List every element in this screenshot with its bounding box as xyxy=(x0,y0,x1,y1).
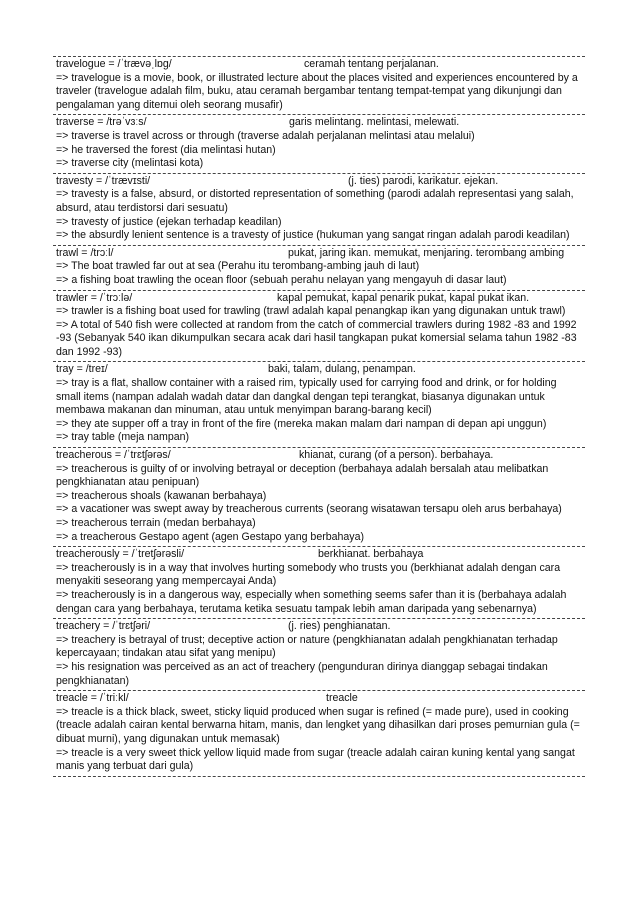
example-line: => his resignation was perceived as an act of treachery (pengunduran dirinya dianggap sebagai tindakan pengkhianatan) xyxy=(56,660,548,687)
example-line: => treacle is a thick black, sweet, sticky liquid produced when sugar is refined (= made pure), used in cooking (treacle adalah cairan kental berwarna hitam, manis, dan lengket yang dihasilkan dari proses pemurnian gula (= dibuat murni), yang digunakan untuk memasak) xyxy=(56,705,580,745)
entry-head xyxy=(56,363,583,377)
entry-treacherous xyxy=(53,447,585,546)
translation: khianat, curang (of a person). berbahaya. xyxy=(299,449,494,462)
example-line: => treacherously is in a dangerous way, especially when something seems safer than it is (berbahaya adalah dengan cara yang berbahaya, terutama ketika sesuatu tampak lebih aman daripada yang sebenarnya) xyxy=(56,588,567,615)
translation: berkhianat. berbahaya xyxy=(318,548,424,561)
glossary-page xyxy=(53,56,585,777)
example-line: => travesty is a false, absurd, or distorted representation of something (parodi adalah representasi yang salah, absurd, atau terdistorsi dari sesuatu) xyxy=(56,188,574,214)
translation: (j. ries) penghianatan. xyxy=(288,620,391,633)
entry-tray xyxy=(53,361,585,447)
entry-head xyxy=(56,620,583,634)
entry-head xyxy=(56,116,583,130)
entry-head xyxy=(56,247,583,261)
entry-trawl xyxy=(53,245,585,290)
entry-travelogue xyxy=(53,56,585,114)
example-line: => he traversed the forest (dia melintasi hutan) xyxy=(56,143,276,156)
entry-head xyxy=(56,449,583,463)
example-line: => treacherous is guilty of or involving betrayal or deception (berbahaya adalah bersalah atau melibatkan pengkhianatan atau penipuan) xyxy=(56,462,549,489)
headword: treacle = /ˈtriːkl/ xyxy=(56,692,129,705)
example-line: => traverse city (melintasi kota) xyxy=(56,157,204,170)
example-line: => treacherously is in a way that involves hurting somebody who trusts you (berkhianat adalah dengan cara menyakiti seseorang yang mempercayai Anda) xyxy=(56,561,561,588)
headword: trawler = /ˈtrɔːlə/ xyxy=(56,291,133,304)
example-line: => travelogue is a movie, book, or illustrated lecture about the places visited and experiences encountered by a traveler (travelogue adalah film, buku, atau ceramah bergambar tentang tempat-tempat yang dikunjungi dan pengalaman yang ditemui oleh seorang musafir) xyxy=(56,71,578,111)
headword: treacherously = /ˈtretʃərəsli/ xyxy=(56,548,185,561)
entry-treacherously xyxy=(53,546,585,618)
entry-head xyxy=(56,292,583,306)
example-line: => travesty of justice (ejekan terhadap keadilan) xyxy=(56,215,282,228)
translation: baki, talam, dulang, penampan. xyxy=(268,363,416,376)
entry-head xyxy=(56,58,583,72)
example-line: => treacle is a very sweet thick yellow liquid made from sugar (treacle adalah cairan kuning kental yang sangat manis yang terbuat dari gula) xyxy=(56,746,575,773)
entry-travesty xyxy=(53,173,585,245)
headword: travesty = /ˈtrævɪsti/ xyxy=(56,174,151,187)
translation: pukat, jaring ikan. memukat, menjaring. terombang ambing xyxy=(288,246,565,259)
entry-traverse xyxy=(53,114,585,172)
example-line: => tray is a flat, shallow container with a raised rim, typically used for carrying food and drink, or for holding small items (nampan adalah wadah datar dan dangkal dengan tepi terangkat, biasanya digunakan untuk membawa makanan dan minuman, atau untuk menyimpan barang-barang kecil) xyxy=(56,377,557,417)
headword: traverse = /trəˈvɜːs/ xyxy=(56,116,147,129)
headword: tray = /treɪ/ xyxy=(56,363,108,376)
example-line: => treacherous terrain (medan berbahaya) xyxy=(56,517,256,529)
translation: ceramah tentang perjalanan. xyxy=(304,58,439,70)
translation: garis melintang. melintasi, melewati. xyxy=(289,116,460,129)
headword: travelogue = /ˈtrævəˌlɒg/ xyxy=(56,58,172,70)
entry-treacle xyxy=(53,690,585,777)
translation: treacle xyxy=(326,692,358,705)
example-line: => a treacherous Gestapo agent (agen Gestapo yang berbahaya) xyxy=(56,530,365,543)
example-line: => the absurdly lenient sentence is a travesty of justice (hukuman yang sangat ringan adalah parodi keadilan) xyxy=(56,229,570,242)
example-line: => A total of 540 fish were collected at random from the catch of commercial trawlers during 1982 -83 and 1992 -93 (Sebanyak 540 ikan dikumpulkan secara acak dari hasil tangkapan pukat komersial selama tahun 1982 -83 dan 1992 -93) xyxy=(56,318,577,358)
translation: (j. ties) parodi, karikatur. ejekan. xyxy=(348,174,499,187)
headword: treacherous = /ˈtrɛtʃərəs/ xyxy=(56,449,171,462)
entry-head xyxy=(56,175,583,189)
entry-head xyxy=(56,548,583,562)
example-line: => The boat trawled far out at sea (Perahu itu terombang-ambing jauh di laut) xyxy=(56,260,420,273)
entry-treachery xyxy=(53,618,585,690)
entry-trawler xyxy=(53,290,585,362)
headword: trawl = /trɔːl/ xyxy=(56,246,114,259)
example-line: => a vacationer was swept away by treacherous currents (seorang wisatawan tersapu oleh arus berbahaya) xyxy=(56,503,562,516)
example-line: => they ate supper off a tray in front of the fire (mereka makan malam dari nampan di depan api unggun) xyxy=(56,417,547,430)
example-line: => trawler is a fishing boat used for trawling (trawl adalah kapal penangkap ikan yang digunakan untuk trawl) xyxy=(56,305,566,318)
example-line: => treacherous shoals (kawanan berbahaya) xyxy=(56,489,267,502)
entry-head xyxy=(56,692,583,706)
example-line: => traverse is travel across or through (traverse adalah perjalanan melintasi atau melalui) xyxy=(56,129,475,142)
example-line: => a fishing boat trawling the ocean floor (sebuah perahu nelayan yang mengayuh di dasar laut) xyxy=(56,273,507,286)
headword: treachery = /ˈtrɛtʃəri/ xyxy=(56,620,151,633)
example-line: => tray table (meja nampan) xyxy=(56,431,190,444)
example-line: => treachery is betrayal of trust; deceptive action or nature (pengkhianatan adalah pengkhianatan terhadap kepercayaan; tindakan atau sifat yang menipu) xyxy=(56,633,558,660)
translation: kapal pemukat, kapal penarik pukat, kapal pukat ikan. xyxy=(277,291,530,304)
